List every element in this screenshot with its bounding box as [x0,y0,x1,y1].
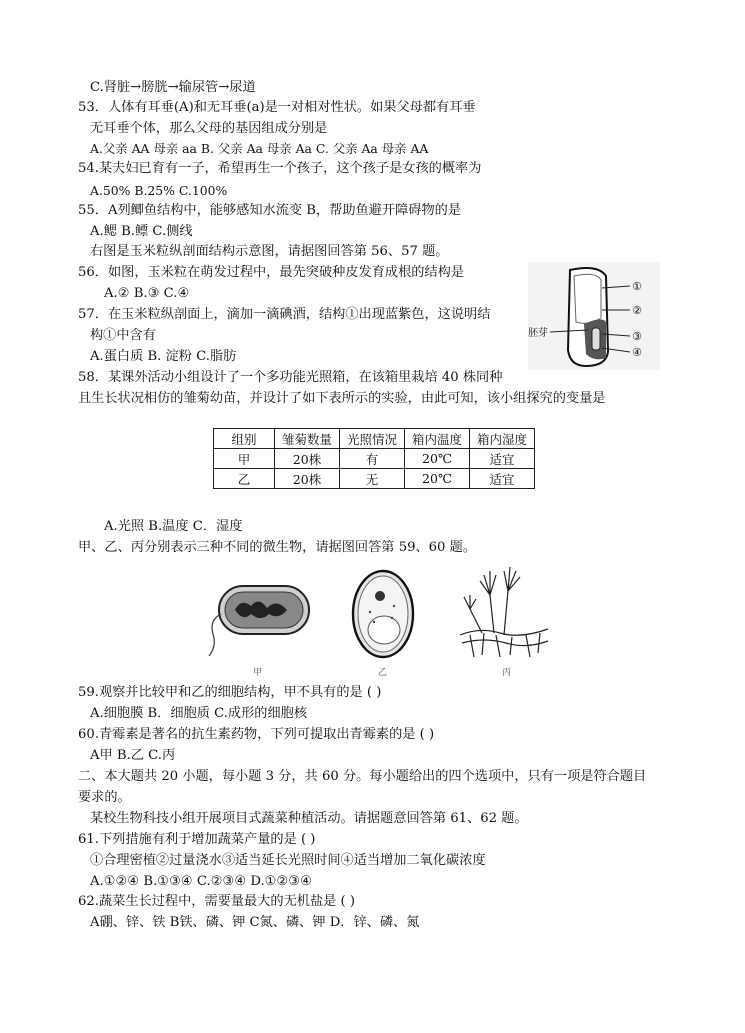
table-header: 箱内温度 [405,429,470,449]
question-59: 59.观察并比较甲和乙的细胞结构，甲不具有的是 ( ) [78,685,382,700]
figure-caption: 甲 [253,668,263,678]
corn-label: ④ [632,346,642,359]
table-cell: 20株 [275,449,340,469]
corn-label: ① [632,280,642,293]
yeast-cell-diagram [350,568,416,660]
question-60-options: A甲 B.乙 C.丙 [90,748,176,763]
question-61-items: ①合理密植②过量浇水③适当延长光照时间④适当增加二氧化碳浓度 [90,853,486,868]
question-58-options: A.光照 B.温度 C．湿度 [104,519,243,534]
question-61: 61.下列措施有利于增加蔬菜产量的是 ( ) [78,832,316,847]
question-53-cont: 无耳垂个体，那么父母的基因组成分别是 [90,121,328,136]
bacterium-diagram [205,580,315,660]
microbe-figure-intro: 甲、乙、丙分别表示三种不同的微生物，请据图回答第 59、60 题。 [78,540,477,555]
embryo-label: 胚芽 [528,328,548,339]
table-cell: 乙 [214,469,275,489]
table-cell: 20℃ [405,449,470,469]
question-62-options: A硼、锌、铁 B铁、磷、钾 C氮、磷、钾 D．锌、磷、氮 [90,915,420,930]
table-cell: 适宜 [470,469,535,489]
table-row [214,469,535,489]
figure-caption: 丙 [502,668,512,678]
question-58: 58．某课外活动小组设计了一个多功能光照箱，在该箱里栽培 40 株同种 [78,370,503,385]
question-55: 55．A列鲫鱼结构中，能够感知水流变 B，帮助鱼避开障碍物的是 [78,203,462,218]
question-53-options: A.父亲 AA 母亲 aa B. 父亲 Aa 母亲 Aa C. 父亲 Aa 母亲 AA [90,141,429,156]
question-56: 56．如图，玉米粒在萌发过程中，最先突破种皮发育成根的结构是 [78,265,465,280]
question-54-options: A.50% B.25% C.100% [90,183,228,198]
table-cell: 20℃ [405,469,470,489]
question-57-cont: 构①中含有 [90,328,156,343]
experiment-table [213,428,535,489]
question-57: 57．在玉米粒纵剖面上，滴加一滴碘酒，结构①出现蓝紫色，这说明结 [78,307,491,322]
option-line: C.肾脏→膀胱→输尿管→尿道 [90,80,256,95]
table-cell: 甲 [214,449,275,469]
vegetable-intro: 某校生物科技小组开展项目式蔬菜种植活动。请据题意回答第 61、62 题。 [90,811,528,826]
section-heading-cont: 要求的。 [78,790,131,805]
question-60: 60.青霉素是著名的抗生素药物，下列可提取出青霉素的是 ( ) [78,727,435,742]
question-57-options: A.蛋白质 B. 淀粉 C.脂肪 [90,349,237,364]
table-header-row [214,429,535,449]
table-header: 雏菊数量 [275,429,340,449]
corn-kernel-diagram [528,262,660,370]
table-header: 光照情况 [340,429,405,449]
table-row [214,449,535,469]
table-cell: 20株 [275,469,340,489]
question-53: 53．人体有耳垂(A)和无耳垂(a)是一对相对性状。如果父母都有耳垂 [78,100,476,115]
penicillium-diagram [460,565,550,660]
table-cell: 适宜 [470,449,535,469]
table-header: 箱内湿度 [470,429,535,449]
question-56-options: A.② B.③ C.④ [104,286,190,301]
question-58-cont: 且生长状况相仿的雏菊幼苗，并设计了如下表所示的实验，由此可知，该小组探究的变量是 [78,391,606,406]
question-55-options: A.鳃 B.鳔 C.侧线 [90,224,193,239]
corn-figure-intro: 右图是玉米粒纵剖面结构示意图，请据图回答第 56、57 题。 [90,244,449,259]
question-62: 62.蔬菜生长过程中，需要量最大的无机盐是 ( ) [78,894,356,909]
figure-caption: 乙 [378,668,388,678]
section-heading: 二、本大题共 20 小题，每小题 3 分，共 60 分。每小题给出的四个选项中，只有一项是符合题目 [78,769,647,784]
question-54: 54.某夫妇已育有一子，希望再生一个孩子，这个孩子是女孩的概率为 [78,161,482,176]
table-cell: 有 [340,449,405,469]
table-cell: 无 [340,469,405,489]
table-header: 组别 [214,429,275,449]
question-59-options: A.细胞膜 B．细胞质 C.成形的细胞核 [90,706,308,721]
corn-label: ② [632,304,642,317]
corn-label: ③ [632,330,642,343]
question-61-options: A.①②④ B.①③④ C.②③④ D.①②③④ [90,874,312,889]
